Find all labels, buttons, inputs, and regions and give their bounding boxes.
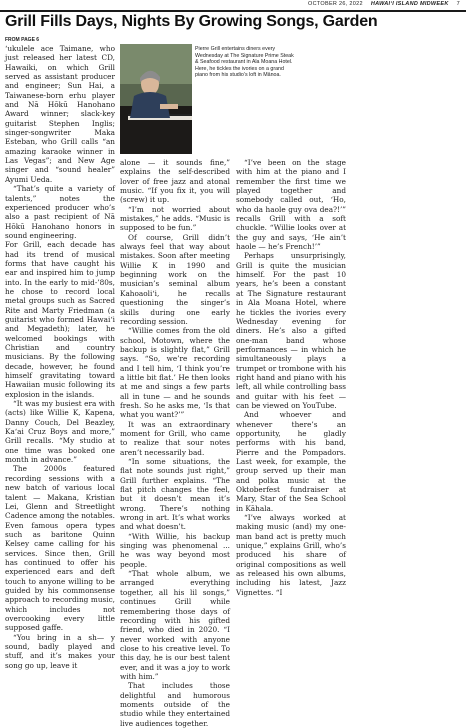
paragraph: “I’ve always worked at making music (and) my one-man band act is pretty much unique,” explains Grill, who’s produced his share of original compositions as well as released his own albums, including his latest, Jazz Vignettes. “I <box>236 513 346 597</box>
column-1 <box>5 44 115 670</box>
paragraph: “That whole album, we arranged everything together, all his lil songs,” continues Grill while remembering those days of recording with his gifted friend, who died in 2020. “I never worked with anyone close to his creative level. To this day, he is our best talent ever, and it was a joy to work with him.” <box>120 569 230 681</box>
paragraph: “Willie comes from the old school, Motown, where the backup is slightly flat,” Grill says. “So, we’re recording and I tell him, ‘I think you’re a little bit flat.’ He then looks at me and sings a few parts all in tune — and he sounds fresh. So he asks me, ‘Is that what you want?’” <box>120 326 230 420</box>
jump-line: FROM PAGE 6 <box>5 37 40 43</box>
photo-caption: Pierre Grill entertains diners every Wednesday at The Signature Prime Steak & Seafood restaurant in Ala Moana Hotel. Here, he tickles the ivories on a grand piano from his studio’s loft in Mānoa. <box>195 46 294 79</box>
paragraph: “I’ve been on the stage with him at the piano and I remember the first time we played together and somebody called out, ‘Ho, who da haole guy ova dea?!’” recalls Grill with a soft chuckle. “Willie looks over at the guy and says, ‘He ain’t haole — he’s French!’” <box>236 158 346 252</box>
article-photo <box>120 44 192 154</box>
publication-name: HAWAI‘I ISLAND MIDWEEK <box>370 1 449 7</box>
paragraph: The 2000s featured recording sessions with a new batch of various local talent — Makana, Kristian Lei, Glenn and Streetlight Cadence among the notables. Even famous opera types such as baritone Quinn Kelsey came calling for his services. Since then, Grill has continued to offer his experienced ears and deft touch to anyone willing to be guided by his commonsense approach to recording music, which includes not overcooking every little supposed gaffe. <box>5 464 115 633</box>
paragraph: ‘ukulele ace Taimane, who just released her latest CD, Hawaiki, on which Grill served as assistant producer and engineer; Sun Hai, a Taiwanese-born erhu player and Nā Hōkū Hanohano Award winner; slack-key guitarist Stephen Inglis; singer-songwriter Maka Esteban, who Grill calls “an amazing karaoke winner in Las Vegas”; and New Age singer and “sound healer” Ayumi Ueda. <box>5 44 115 184</box>
column-3 <box>236 158 346 597</box>
paragraph: “That’s quite a variety of talents,” notes the experienced producer who’s also a past recipient of Nā Hōkū Hanohano honors in sound engineering. <box>5 184 115 240</box>
column-2 <box>120 158 230 728</box>
pianist-photo-image <box>120 44 192 154</box>
issue-date: OCTOBER 26, 2022 <box>308 1 363 7</box>
paragraph: “It was my busiest era with (acts) like Willie K, Kapena, Danny Couch, Del Beazley, Ka‘ai Cruz Boys and more,” Grill recalls. “My studio at one time was booked one month in advance.” <box>5 399 115 465</box>
paragraph: Of course, Grill didn’t always feel that way about mistakes. Soon after meeting Willie K in 1990 and beginning work on the musician’s seminal album Kahoaoli‘i, he recalls questioning the singer’s skills during one early recording session. <box>120 232 230 326</box>
header-rule <box>0 10 466 12</box>
paragraph: That includes those delightful and humorous moments outside of the studio while they entertained live audiences together. <box>120 681 230 728</box>
article-headline: Grill Fills Days, Nights By Growing Songs, Garden <box>5 13 378 30</box>
paragraph: “You bring in a sh— y sound, badly played and stuff, and it’s makes your song go up, leave it <box>5 632 115 670</box>
masthead <box>308 1 460 7</box>
paragraph: “I’m not worried about mistakes,” he adds. “Music is supposed to be fun.” <box>120 204 230 233</box>
paragraph: “In some situations, the flat note sounds just right,” Grill further explains. “The flat pitch changes the feel, but it doesn’t mean it’s wrong. There’s nothing wrong in art. It’s what works and what doesn’t. <box>120 457 230 532</box>
paragraph: “With Willie, his backup singing was phenomenal ... he was way beyond most people. <box>120 531 230 569</box>
paragraph: Perhaps unsurprisingly, Grill is quite the musician himself. For the past 10 years, he’s been a constant at The Signature restaurant in Ala Moana Hotel, where he tickles the ivories every Wednesday evening for diners. He’s also a gifted one-man band whose performances — in which he simultaneously plays a trumpet or trombone with his right hand and piano with his left, all while controlling bass and guitar with his feet — can be viewed on YouTube. <box>236 251 346 410</box>
paragraph: And whoever and whenever there’s an opportunity, he gladly performs with his band, Pierre and the Pompadors. Last week, for example, the group served up their man and polka music at the Oktoberfest fundraiser at Mary, Star of the Sea School in Kāhala. <box>236 410 346 513</box>
paragraph: It was an extraordinary moment for Grill, who came to realize that sour notes aren’t necessarily bad. <box>120 419 230 457</box>
paragraph: For Grill, each decade has had its trend of musical forms that have caught his ear and inspired him to jump into. In the early to mid-’80s, he chose to record local metal groups such as Sacred Rite and Marty Friedman (a guitarist who formed Hawai‘i and Megadeth); later, he welcomed bookings with Christian and country musicians. By the following decade, however, he found himself gravitating toward Hawaiian music following its explosion in the islands. <box>5 240 115 399</box>
page-number: 7 <box>456 1 460 7</box>
paragraph: alone — it sounds fine,” explains the self-described lover of free jazz and atonal music. “If you fix it, you will (screw) it up. <box>120 158 230 205</box>
